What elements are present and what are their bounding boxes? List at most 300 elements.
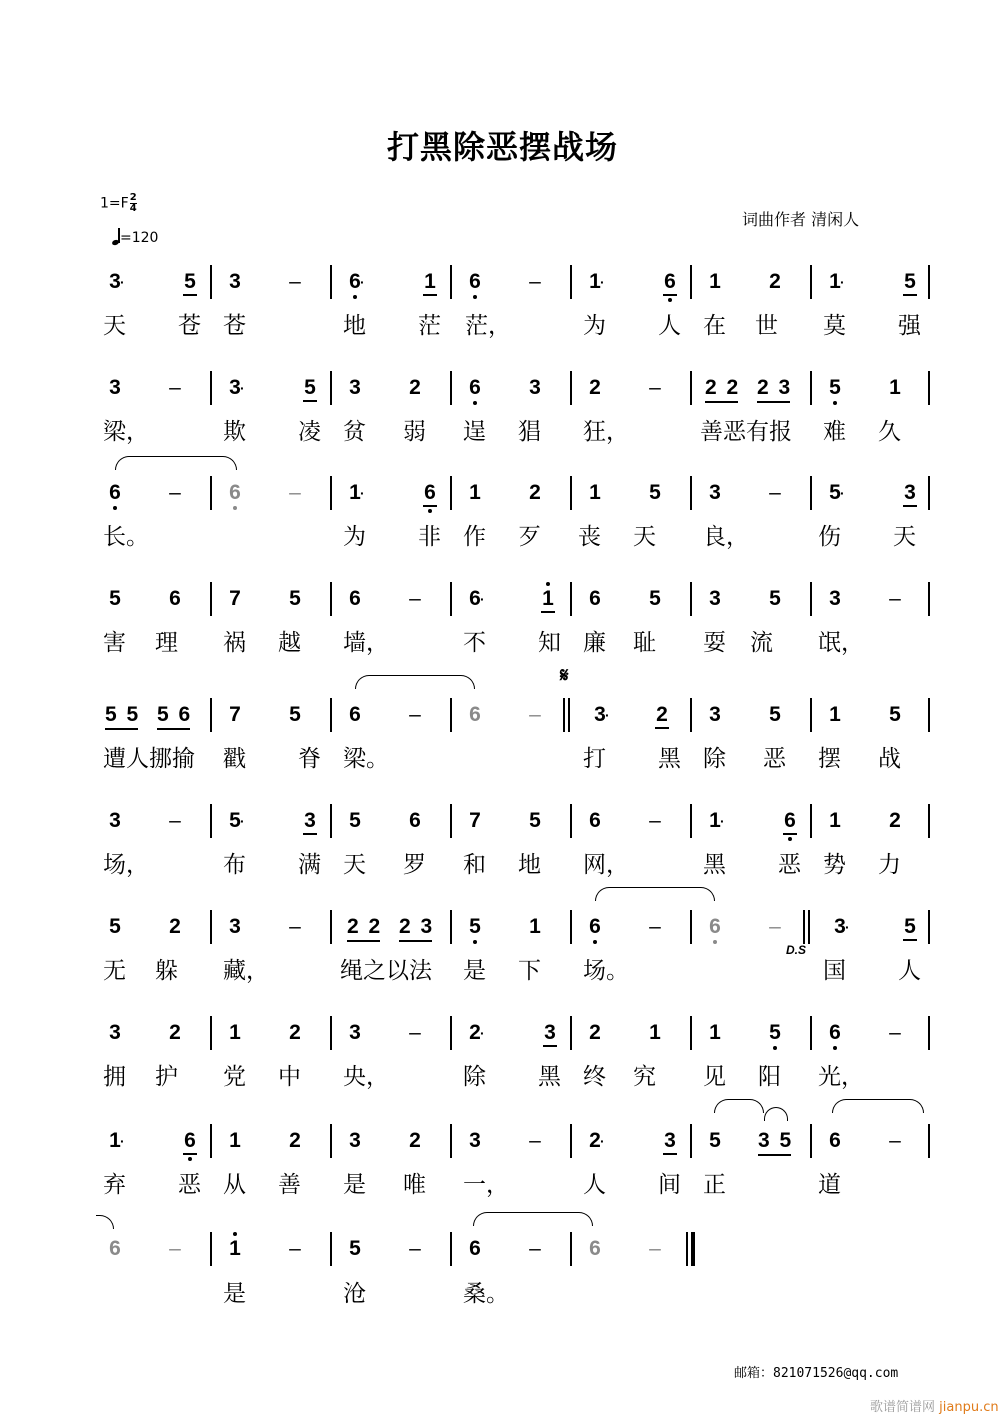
sustain-dash: –	[289, 915, 301, 938]
sustain-dash: –	[409, 703, 421, 726]
lyric-syllable: 除	[703, 746, 726, 772]
tie-slur	[595, 887, 715, 901]
barline	[570, 804, 572, 838]
lyric-syllable: 耻	[633, 630, 656, 656]
lyric-syllable: 下	[518, 958, 541, 984]
lyric-syllable: 祸	[223, 630, 246, 656]
note: 1	[223, 1237, 247, 1261]
barline	[450, 582, 452, 616]
sustain-dash: –	[649, 809, 661, 832]
barline	[450, 1124, 452, 1158]
note: 6	[658, 270, 682, 294]
lyric-syllable: 茫，	[465, 313, 511, 339]
note: 2	[589, 1021, 601, 1044]
lyric-syllable: 丧	[578, 524, 601, 550]
sustain-dash: –	[409, 587, 421, 610]
lyric-syllable: 不	[463, 630, 486, 656]
note: 5	[289, 587, 301, 610]
note: 2	[650, 703, 674, 727]
barline	[450, 371, 452, 405]
lyric-syllable: 狂，	[583, 419, 629, 445]
note: 2 ·	[589, 1129, 605, 1152]
lyric-syllable: 中	[278, 1064, 301, 1090]
note: 2	[289, 1021, 301, 1044]
note: 1 ·	[589, 270, 605, 293]
note: 2	[409, 376, 421, 399]
barline	[210, 582, 212, 616]
beamed-notes: 5 5	[105, 703, 140, 727]
key-label: 1=F	[100, 195, 129, 212]
note: 1	[418, 270, 442, 294]
lyric-syllable: 莫	[823, 313, 846, 339]
lyric-syllable: 拥	[103, 1064, 126, 1090]
sustain-dash: –	[409, 1237, 421, 1260]
dal-segno-marking: D.S	[786, 943, 807, 957]
barline	[570, 1232, 572, 1266]
note: 5	[649, 587, 661, 610]
lyric-syllable: 天	[633, 524, 656, 550]
lyric-syllable: 在	[703, 313, 726, 339]
note: 5	[649, 481, 661, 504]
note: 6	[469, 703, 481, 726]
barline	[690, 476, 692, 510]
lyric-syllable: 脊	[298, 746, 321, 772]
lyric-syllable: 梁，	[103, 419, 149, 445]
note: 1	[529, 915, 541, 938]
note: 6	[463, 270, 487, 294]
note: 1	[709, 1021, 721, 1044]
barline	[928, 476, 930, 510]
note: 2 ·	[469, 1021, 485, 1044]
lyric-syllable: 贫	[343, 419, 366, 445]
note: 5	[889, 703, 901, 726]
note: 7	[469, 809, 481, 832]
double-barline	[803, 910, 810, 944]
lyric-syllable: 正	[703, 1172, 726, 1198]
lyric-syllable: 罗	[403, 852, 426, 878]
lyric-syllable: 沧	[343, 1281, 366, 1307]
barline	[810, 371, 812, 405]
barline	[690, 582, 692, 616]
sustain-dash: –	[649, 915, 661, 938]
sustain-dash: –	[889, 1129, 901, 1152]
barline	[450, 1016, 452, 1050]
note: 6 ·	[469, 587, 485, 610]
note: 5	[463, 915, 487, 939]
author-credit: 词曲作者 清闲人	[742, 210, 860, 229]
barline	[810, 476, 812, 510]
lyric-syllable: 唯	[403, 1172, 426, 1198]
sustain-dash: –	[529, 703, 541, 726]
barline	[928, 265, 930, 299]
tie-slur	[764, 1107, 788, 1121]
note: 6	[178, 1129, 202, 1153]
beamed-notes: 2 3	[757, 376, 792, 400]
note: 3	[709, 587, 721, 610]
note: 3 ·	[109, 270, 125, 293]
lyric-syllable: 党	[223, 1064, 246, 1090]
beamed-notes: 2 2	[347, 915, 382, 939]
note: 5	[109, 915, 121, 938]
lyric-syllable: 氓，	[818, 630, 864, 656]
barline	[330, 1232, 332, 1266]
lyric-syllable: 人	[898, 958, 921, 984]
lyric-syllable: 布	[223, 852, 246, 878]
note: 1	[649, 1021, 661, 1044]
sustain-dash: –	[649, 376, 661, 399]
note: 3	[109, 1021, 121, 1044]
barline	[810, 265, 812, 299]
lyric-syllable: 道	[818, 1172, 841, 1198]
beamed-notes: 3 5	[758, 1129, 793, 1153]
lyric-syllable: 势	[823, 852, 846, 878]
note: 2	[529, 481, 541, 504]
note: 5	[769, 703, 781, 726]
sustain-dash: –	[769, 481, 781, 504]
note: 2	[169, 1021, 181, 1044]
lyric-syllable: 梁。	[343, 746, 389, 772]
barline	[450, 1232, 452, 1266]
lyric-syllable: 战	[878, 746, 901, 772]
lyric-syllable: 网，	[583, 852, 629, 878]
lyric-syllable: 难	[823, 419, 846, 445]
lyric-syllable: 戳	[223, 746, 246, 772]
lyric-syllable: 长。	[103, 524, 149, 550]
tie-continuation	[96, 1215, 114, 1229]
note: 5	[763, 1021, 787, 1045]
lyric-syllable: 弃	[103, 1172, 126, 1198]
key-signature	[100, 193, 137, 214]
barline	[210, 910, 212, 944]
sustain-dash: –	[649, 1237, 661, 1260]
barline	[928, 1016, 930, 1050]
sustain-dash: –	[769, 915, 781, 938]
barline	[690, 804, 692, 838]
note: 2	[289, 1129, 301, 1152]
lyric-syllable: 为	[583, 313, 606, 339]
note: 5	[178, 270, 202, 294]
lyric-syllable: 恶	[778, 852, 801, 878]
barline	[690, 265, 692, 299]
lyric-syllable: 天	[893, 524, 916, 550]
contact-email: 邮箱：821071526@qq.com	[734, 1366, 899, 1381]
lyric-syllable: 桑。	[463, 1281, 509, 1307]
tie-slur	[473, 1212, 593, 1226]
note: 6	[829, 1129, 841, 1152]
barline	[330, 265, 332, 299]
lyric-syllable: 苍	[223, 313, 246, 339]
lyric-syllable: 无	[103, 958, 126, 984]
barline	[810, 1124, 812, 1158]
lyric-syllable: 为	[343, 524, 366, 550]
note: 3	[829, 587, 841, 610]
lyric-syllable: 绳之以法	[340, 958, 432, 984]
note: 3	[229, 915, 241, 938]
lyric-syllable: 天	[103, 313, 126, 339]
note: 5	[529, 809, 541, 832]
note: 3 ·	[594, 703, 610, 726]
note: 6	[778, 809, 802, 833]
note: 5 ·	[829, 481, 845, 504]
barline	[928, 1124, 930, 1158]
note: 6	[418, 481, 442, 505]
lyric-syllable: 逞	[463, 419, 486, 445]
barline	[928, 910, 930, 944]
lyric-syllable: 人	[583, 1172, 606, 1198]
sustain-dash: –	[289, 270, 301, 293]
note: 6	[109, 1237, 121, 1260]
sustain-dash: –	[529, 1129, 541, 1152]
barline	[690, 1124, 692, 1158]
note: 3 ·	[834, 915, 850, 938]
lyric-syllable: 越	[278, 630, 301, 656]
barline	[570, 910, 572, 944]
note: 6	[469, 1237, 481, 1260]
tie-slur	[832, 1099, 924, 1113]
time-signature: $\frac{2}{4}$	[129, 192, 137, 214]
barline	[450, 265, 452, 299]
note: 6	[589, 809, 601, 832]
note: 1 ·	[109, 1129, 125, 1152]
note: 6	[409, 809, 421, 832]
note: 5	[298, 376, 322, 400]
sustain-dash: –	[169, 481, 181, 504]
watermark: 歌谱简谱网 jianpu.cn	[870, 1400, 999, 1415]
sustain-dash: –	[409, 1021, 421, 1044]
sustain-dash: –	[889, 587, 901, 610]
note: 6	[349, 587, 361, 610]
lyric-syllable: 藏，	[223, 958, 269, 984]
lyric-syllable: 从	[223, 1172, 246, 1198]
lyric-syllable: 墙，	[343, 630, 389, 656]
note: 2	[169, 915, 181, 938]
lyric-syllable: 是	[463, 958, 486, 984]
note: 6	[583, 915, 607, 939]
lyric-syllable: 和	[463, 852, 486, 878]
lyric-syllable: 强	[898, 313, 921, 339]
note: 3	[709, 703, 721, 726]
note: 3	[898, 481, 922, 505]
beamed-notes: 5 6	[157, 703, 192, 727]
barline	[810, 698, 812, 732]
note: 1 ·	[349, 481, 365, 504]
note: 1	[829, 703, 841, 726]
barline	[330, 804, 332, 838]
lyric-syllable: 伤	[818, 524, 841, 550]
note: 5	[709, 1129, 721, 1152]
barline	[450, 804, 452, 838]
note: 3	[529, 376, 541, 399]
note: 6	[223, 481, 247, 505]
barline	[210, 476, 212, 510]
barline	[210, 1124, 212, 1158]
note: 3	[229, 270, 241, 293]
sustain-dash: –	[889, 1021, 901, 1044]
note: 5	[349, 1237, 361, 1260]
note: 5	[349, 809, 361, 832]
lyric-syllable: 弱	[403, 419, 426, 445]
lyric-syllable: 见	[703, 1064, 726, 1090]
lyric-syllable: 天	[343, 852, 366, 878]
note: 1	[589, 481, 601, 504]
barline	[570, 1016, 572, 1050]
barline	[450, 698, 452, 732]
note: 3	[109, 809, 121, 832]
note: 3	[109, 376, 121, 399]
barline	[570, 476, 572, 510]
sustain-dash: –	[529, 1237, 541, 1260]
note: 5	[823, 376, 847, 400]
tempo-value: =120	[120, 230, 159, 246]
barline	[570, 582, 572, 616]
lyric-syllable: 耍	[703, 630, 726, 656]
sustain-dash: –	[169, 1237, 181, 1260]
barline	[810, 804, 812, 838]
lyric-syllable: 茫	[418, 313, 441, 339]
lyric-syllable: 猖	[518, 419, 541, 445]
barline	[690, 910, 692, 944]
barline	[690, 698, 692, 732]
note: 1 ·	[829, 270, 845, 293]
note: 1	[229, 1129, 241, 1152]
note: 1	[229, 1021, 241, 1044]
barline	[210, 265, 212, 299]
song-title: 打黑除恶摆战场	[386, 128, 618, 166]
sustain-dash: –	[169, 809, 181, 832]
note: 3	[658, 1129, 682, 1153]
lyric-syllable: 理	[155, 630, 178, 656]
final-barline	[686, 1232, 696, 1266]
barline	[810, 582, 812, 616]
lyric-syllable: 良，	[703, 524, 749, 550]
note: 5	[769, 587, 781, 610]
lyric-syllable: 人	[658, 313, 681, 339]
lyric-syllable: 善	[278, 1172, 301, 1198]
note: 6	[463, 376, 487, 400]
barline	[450, 910, 452, 944]
segno-sign: 𝄋	[560, 663, 569, 687]
lyric-syllable: 场，	[103, 852, 149, 878]
lyric-syllable: 遭人挪揄	[103, 746, 195, 772]
tie-slur	[355, 675, 475, 689]
note: 5	[898, 915, 922, 939]
sustain-dash: –	[169, 376, 181, 399]
lyric-syllable: 黑	[658, 746, 681, 772]
lyric-syllable: 终	[583, 1064, 606, 1090]
barline	[210, 804, 212, 838]
note: 2	[769, 270, 781, 293]
lyric-syllable: 除	[463, 1064, 486, 1090]
note: 6	[589, 587, 601, 610]
tie-slur	[115, 456, 237, 470]
note: 1	[889, 376, 901, 399]
barline	[210, 1232, 212, 1266]
barline	[330, 476, 332, 510]
note: 6	[703, 915, 727, 939]
note: 6	[103, 481, 127, 505]
lyric-syllable: 恶	[178, 1172, 201, 1198]
lyric-syllable: 躲	[155, 958, 178, 984]
barline	[210, 371, 212, 405]
note: 6	[823, 1021, 847, 1045]
sustain-dash: –	[289, 481, 301, 504]
lyric-syllable: 力	[878, 852, 901, 878]
beamed-notes: 2 2	[705, 376, 740, 400]
note: 2	[889, 809, 901, 832]
note: 1	[829, 809, 841, 832]
quarter-note-icon	[112, 228, 120, 246]
barline	[810, 1016, 812, 1050]
note: 1 ·	[709, 809, 725, 832]
lyric-syllable: 满	[298, 852, 321, 878]
lyric-syllable: 黑	[538, 1064, 561, 1090]
barline	[330, 910, 332, 944]
tempo-marking	[112, 228, 158, 246]
barline	[330, 1016, 332, 1050]
lyric-syllable: 是	[343, 1172, 366, 1198]
note: 3 ·	[229, 376, 245, 399]
lyric-syllable: 打	[583, 746, 606, 772]
lyric-syllable: 苍	[178, 313, 201, 339]
note: 6 ·	[343, 270, 367, 294]
note: 7	[229, 703, 241, 726]
note: 2	[409, 1129, 421, 1152]
note: 3	[709, 481, 721, 504]
lyric-syllable: 害	[103, 630, 126, 656]
lyric-syllable: 非	[418, 524, 441, 550]
note: 3	[349, 1021, 361, 1044]
barline	[928, 371, 930, 405]
note: 7	[229, 587, 241, 610]
lyric-syllable: 凌	[298, 419, 321, 445]
barline	[570, 1124, 572, 1158]
barline	[330, 1124, 332, 1158]
lyric-syllable: 知	[538, 630, 561, 656]
lyric-syllable: 流	[750, 630, 773, 656]
lyric-syllable: 世	[755, 313, 778, 339]
barline	[928, 804, 930, 838]
sustain-dash: –	[289, 1237, 301, 1260]
barline	[210, 698, 212, 732]
lyric-syllable: 一，	[463, 1172, 509, 1198]
note: 1	[536, 587, 560, 611]
note: 3	[298, 809, 322, 833]
note: 3	[469, 1129, 481, 1152]
lyric-syllable: 地	[518, 852, 541, 878]
barline	[330, 698, 332, 732]
note: 3	[538, 1021, 562, 1045]
barline	[570, 265, 572, 299]
double-barline	[563, 698, 570, 732]
sustain-dash: –	[529, 270, 541, 293]
note: 5	[109, 587, 121, 610]
barline	[570, 371, 572, 405]
barline	[330, 582, 332, 616]
lyric-syllable: 作	[463, 524, 486, 550]
lyric-syllable: 摆	[818, 746, 841, 772]
note: 6	[349, 703, 361, 726]
lyric-syllable: 地	[343, 313, 366, 339]
note: 5 ·	[229, 809, 245, 832]
barline	[330, 371, 332, 405]
note: 6	[169, 587, 181, 610]
lyric-syllable: 是	[223, 1281, 246, 1307]
lyric-syllable: 间	[658, 1172, 681, 1198]
barline	[690, 1016, 692, 1050]
note: 5	[289, 703, 301, 726]
lyric-syllable: 究	[633, 1064, 656, 1090]
lyric-syllable: 场。	[583, 958, 629, 984]
